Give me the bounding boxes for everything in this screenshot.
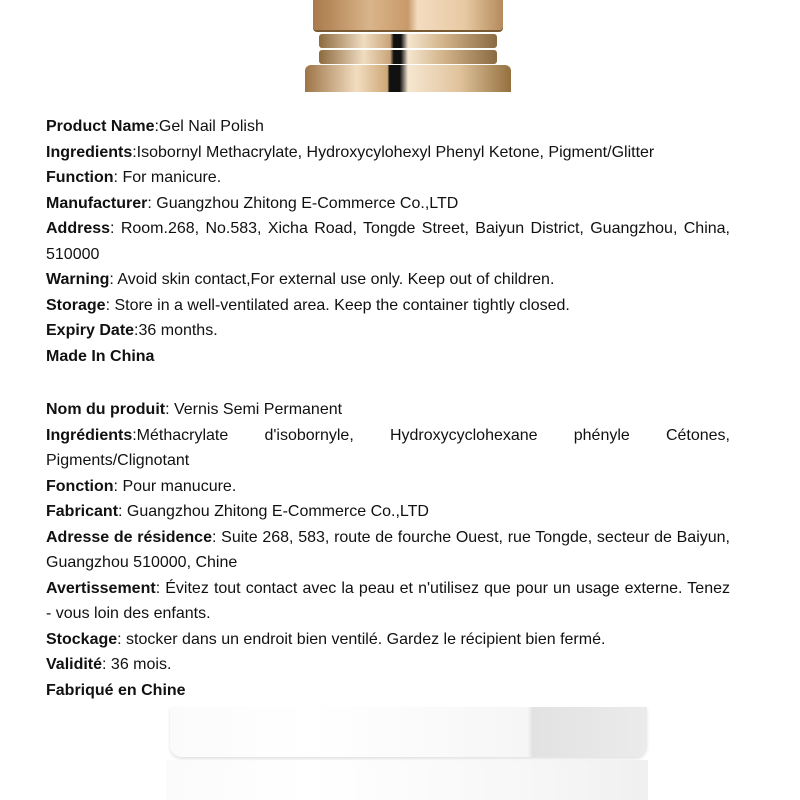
info-label: Storage	[46, 296, 106, 314]
info-line	[46, 216, 730, 267]
info-label: Stockage	[46, 630, 118, 648]
info-value: : For manicure.	[113, 169, 222, 186]
product-info	[46, 114, 730, 703]
info-label: Adresse de résidence	[46, 528, 212, 546]
info-value: :Isobornyl Methacrylate, Hydroxycylohexyl Phenyl Ketone, Pigment/Glitter	[132, 143, 655, 161]
info-label: Ingrédients	[46, 426, 133, 444]
info-line	[46, 165, 730, 191]
bottle-reflection	[166, 760, 648, 800]
info-line	[46, 318, 730, 344]
french-section	[46, 397, 730, 703]
info-label: Fabricant	[46, 503, 119, 520]
info-value: : Évitez tout contact avec la peau et n'utilisez que pour un usage externe. Tenez - vous loin des enfants.	[46, 579, 730, 622]
info-label: Function	[46, 169, 114, 186]
info-label: Address	[46, 220, 111, 237]
info-value: : 36 mois.	[102, 656, 172, 673]
info-label: Manufacturer	[46, 194, 148, 212]
info-label: Fabriqué en Chine	[46, 681, 186, 699]
info-value: : stocker dans un endroit bien ventilé. Gardez le récipient bien fermé.	[117, 630, 606, 648]
info-label: Validité	[46, 656, 103, 673]
cap-ring	[319, 34, 497, 48]
white-bottle-image	[170, 707, 647, 757]
cap-base	[305, 65, 511, 92]
info-line	[46, 423, 730, 474]
cap-hexagon	[313, 0, 503, 30]
info-value: :Gel Nail Polish	[154, 118, 264, 135]
cap-ring	[319, 50, 497, 64]
info-value: : Vernis Semi Permanent	[165, 401, 343, 418]
info-label: Ingredients	[46, 143, 133, 161]
info-value: : Suite 268, 583, route de fourche Ouest, rue Tongde, secteur de Baiyun, Guangzhou 510000, Chine	[46, 528, 731, 571]
info-value: : Guangzhou Zhitong E-Commerce Co.,LTD	[147, 194, 459, 212]
info-value: :36 months.	[134, 322, 218, 339]
info-line	[46, 652, 730, 678]
info-line	[46, 140, 730, 166]
gold-bottle-cap-image	[305, 0, 511, 92]
info-line	[46, 678, 730, 704]
info-line	[46, 499, 730, 525]
info-label: Nom du produit	[46, 401, 166, 418]
info-value: : Guangzhou Zhitong E-Commerce Co.,LTD	[118, 503, 429, 520]
info-label: Made In China	[46, 347, 155, 365]
info-value: : Room.268, No.583, Xicha Road, Tongde Street, Baiyun District, Guangzhou, China, 510000	[46, 220, 730, 263]
info-value: : Avoid skin contact,For external use only. Keep out of children.	[109, 271, 555, 288]
info-value: :Méthacrylate d'isobornyle, Hydroxycyclohexane phényle Cétones, Pigments/Clignotant	[46, 426, 730, 469]
info-line	[46, 293, 730, 319]
info-label: Expiry Date	[46, 322, 135, 339]
info-value: : Pour manucure.	[113, 477, 237, 495]
info-line	[46, 525, 730, 576]
info-value: : Store in a well-ventilated area. Keep the container tightly closed.	[105, 296, 570, 314]
info-line	[46, 576, 730, 627]
info-line	[46, 627, 730, 653]
info-line	[46, 397, 730, 423]
info-label: Fonction	[46, 477, 114, 495]
info-label: Avertissement	[46, 579, 156, 597]
info-label: Warning	[46, 271, 110, 288]
info-line	[46, 267, 730, 293]
info-label: Product Name	[46, 118, 155, 135]
info-line	[46, 191, 730, 217]
info-line	[46, 344, 730, 370]
english-section	[46, 114, 730, 369]
info-line	[46, 114, 730, 140]
info-line	[46, 474, 730, 500]
